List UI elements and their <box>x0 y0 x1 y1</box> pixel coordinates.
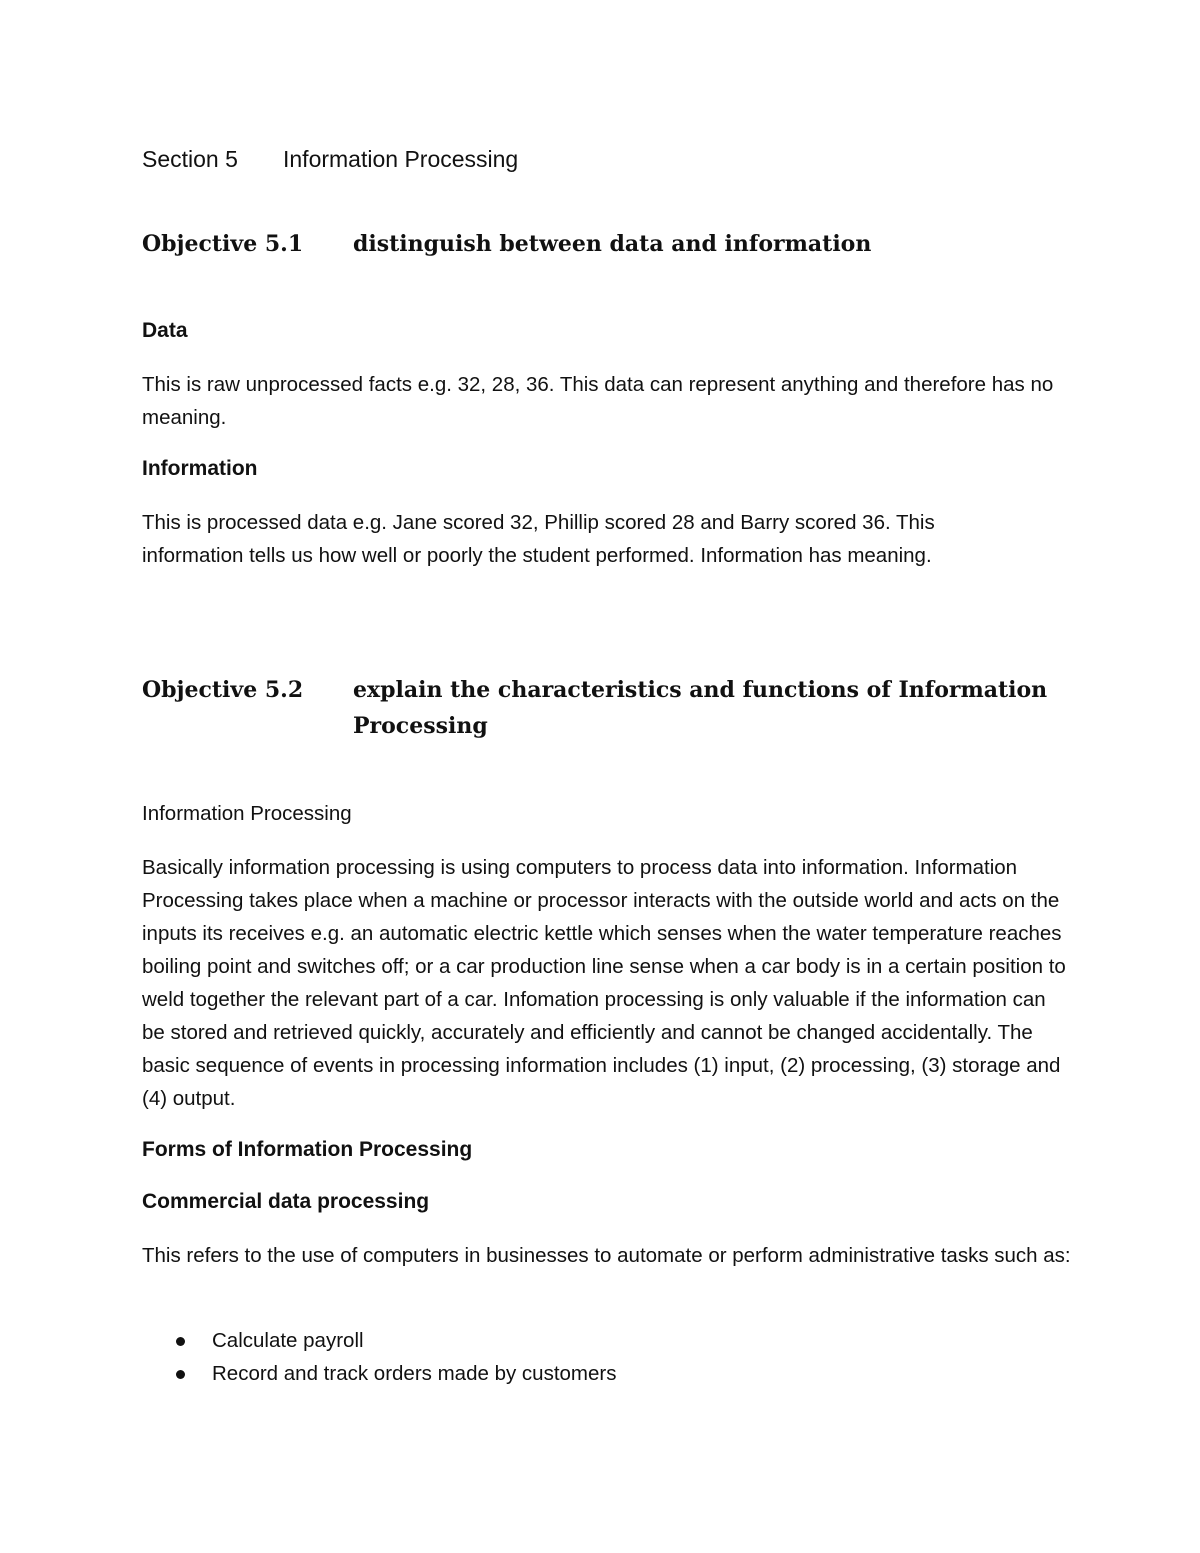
objective-text: explain the characteristics and functions of Information Processing <box>353 677 1048 739</box>
section-number: Section 5 <box>142 146 238 172</box>
objective-number: Objective 5.1 <box>142 231 304 257</box>
task-list <box>142 1324 1042 1390</box>
commercial-paragraph: This refers to the use of computers in businesses to automate or perform administrative tasks such as: <box>142 1244 1071 1267</box>
list-item-text: Calculate payroll <box>212 1329 364 1352</box>
bullet-icon <box>176 1337 185 1346</box>
list-item-text: Record and track orders made by customers <box>212 1362 617 1385</box>
objective-number: Objective 5.2 <box>142 677 304 703</box>
data-heading: Data <box>142 319 188 342</box>
information-paragraph: This is processed data e.g. Jane scored 32, Phillip scored 28 and Barry scored 36. This information tells us how well or poorly the student performed. Information has meaning. <box>142 511 935 567</box>
objective-5-2-heading <box>142 672 1082 744</box>
list-item <box>142 1324 1042 1357</box>
objective-5-1-heading <box>142 226 1082 262</box>
list-item <box>142 1357 1042 1390</box>
forms-heading: Forms of Information Processing <box>142 1138 473 1161</box>
section-title <box>142 143 518 175</box>
objective-text: distinguish between data and information <box>353 231 872 257</box>
bullet-icon <box>176 1370 185 1379</box>
section-name: Information Processing <box>283 146 519 172</box>
information-processing-paragraph: Basically information processing is using computers to process data into information. Information Processing takes place when a machine or processor interacts with the outside world and acts on the inputs its receives e.g. an automatic electric kettle which senses when the water temperature reaches boiling point and switches off; or a car production line sense when a car body is in a certain position to weld together the relevant part of a car. Infomation processing is only valuable if the information can be stored and retrieved quickly, accurately and efficiently and cannot be changed accidentally. The basic sequence of events in processing information includes (1) input, (2) processing, (3) storage and (4) output. <box>142 856 1066 1110</box>
data-paragraph: This is raw unprocessed facts e.g. 32, 28, 36. This data can represent anything and therefore has no meaning. <box>142 373 1054 429</box>
commercial-heading: Commercial data processing <box>142 1190 430 1213</box>
information-processing-heading: Information Processing <box>142 802 352 825</box>
information-heading: Information <box>142 457 258 480</box>
